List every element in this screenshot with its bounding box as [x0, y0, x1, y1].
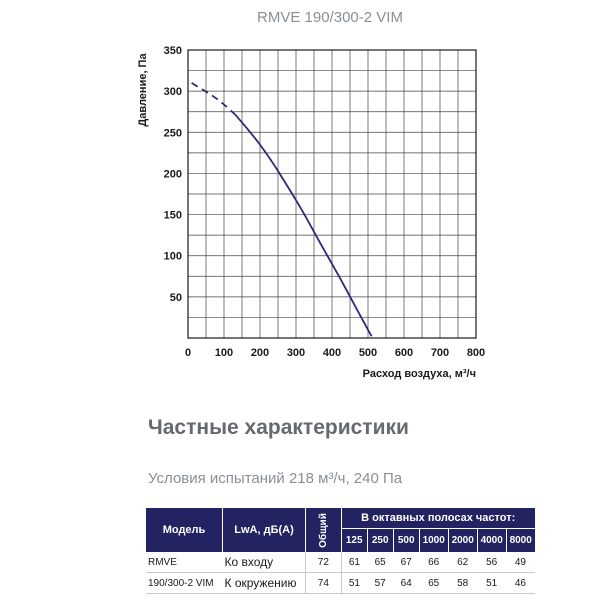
header-freq: 2000: [448, 529, 477, 552]
band-value: 67: [393, 552, 419, 573]
header-freq: 500: [393, 529, 419, 552]
chart-ticks: [164, 45, 486, 359]
band-value: 65: [419, 573, 448, 594]
y-tick-label: 100: [163, 250, 182, 263]
row-label: К окружению: [223, 573, 306, 594]
table-row: [146, 573, 535, 594]
row-label: Ко входу: [223, 552, 306, 573]
x-tick-label: 800: [466, 347, 486, 359]
band-value: 49: [506, 552, 535, 573]
performance-curve-solid: [235, 114, 372, 336]
band-value: 51: [477, 573, 506, 594]
band-value: 58: [448, 573, 477, 594]
header-freq: 1000: [419, 529, 448, 552]
x-axis-title: Расход воздуха, м³/ч: [362, 368, 476, 380]
header-octave-bands: В октавных полосах частот:: [341, 508, 535, 529]
band-value: 66: [419, 552, 448, 573]
x-tick-label: 100: [214, 347, 234, 359]
performance-curve-dashed: [192, 83, 235, 114]
x-tick-label: 300: [286, 347, 306, 359]
chart-grid: [188, 50, 476, 338]
total-value: 72: [306, 552, 342, 573]
y-tick-label: 350: [163, 45, 182, 57]
band-value: 64: [393, 573, 419, 594]
y-tick-label: 150: [163, 209, 182, 222]
section-title: Частные характеристики: [148, 416, 409, 439]
band-value: 56: [477, 552, 506, 573]
band-value: 57: [367, 573, 393, 594]
x-tick-label: 400: [322, 347, 342, 359]
chart-title: RMVE 190/300-2 VIM: [257, 9, 403, 26]
x-tick-label: 200: [250, 347, 270, 359]
header-freq: 250: [367, 529, 393, 552]
test-conditions: Условия испытаний 218 м³/ч, 240 Па: [148, 470, 403, 487]
header-model: Модель: [146, 508, 223, 552]
chart-curves: [192, 83, 372, 336]
band-value: 46: [506, 573, 535, 594]
y-tick-label: 250: [163, 127, 182, 140]
x-tick-label: 600: [394, 347, 414, 359]
band-value: 65: [367, 552, 393, 573]
header-freq: 8000: [506, 529, 535, 552]
model-name-line: RMVE: [146, 552, 223, 573]
total-value: 74: [306, 573, 342, 594]
noise-table: [146, 508, 535, 594]
band-value: 51: [341, 573, 367, 594]
header-freq: 4000: [477, 529, 506, 552]
y-tick-label: 200: [163, 168, 182, 181]
band-value: 62: [448, 552, 477, 573]
header-total-label: Общий: [317, 513, 329, 548]
header-freq: 125: [341, 529, 367, 552]
x-tick-label: 700: [430, 347, 450, 359]
x-tick-label: 0: [184, 347, 192, 359]
model-name-line: 190/300-2 VIM: [146, 573, 223, 594]
y-tick-label: 50: [169, 291, 182, 304]
x-tick-label: 500: [358, 347, 378, 359]
band-value: 61: [341, 552, 367, 573]
table-row: [146, 552, 535, 573]
header-total: [306, 508, 342, 552]
header-lwa: LwA, дБ(А): [223, 508, 306, 552]
y-axis-title: Давление, Па: [137, 53, 149, 127]
y-tick-label: 300: [163, 86, 182, 99]
